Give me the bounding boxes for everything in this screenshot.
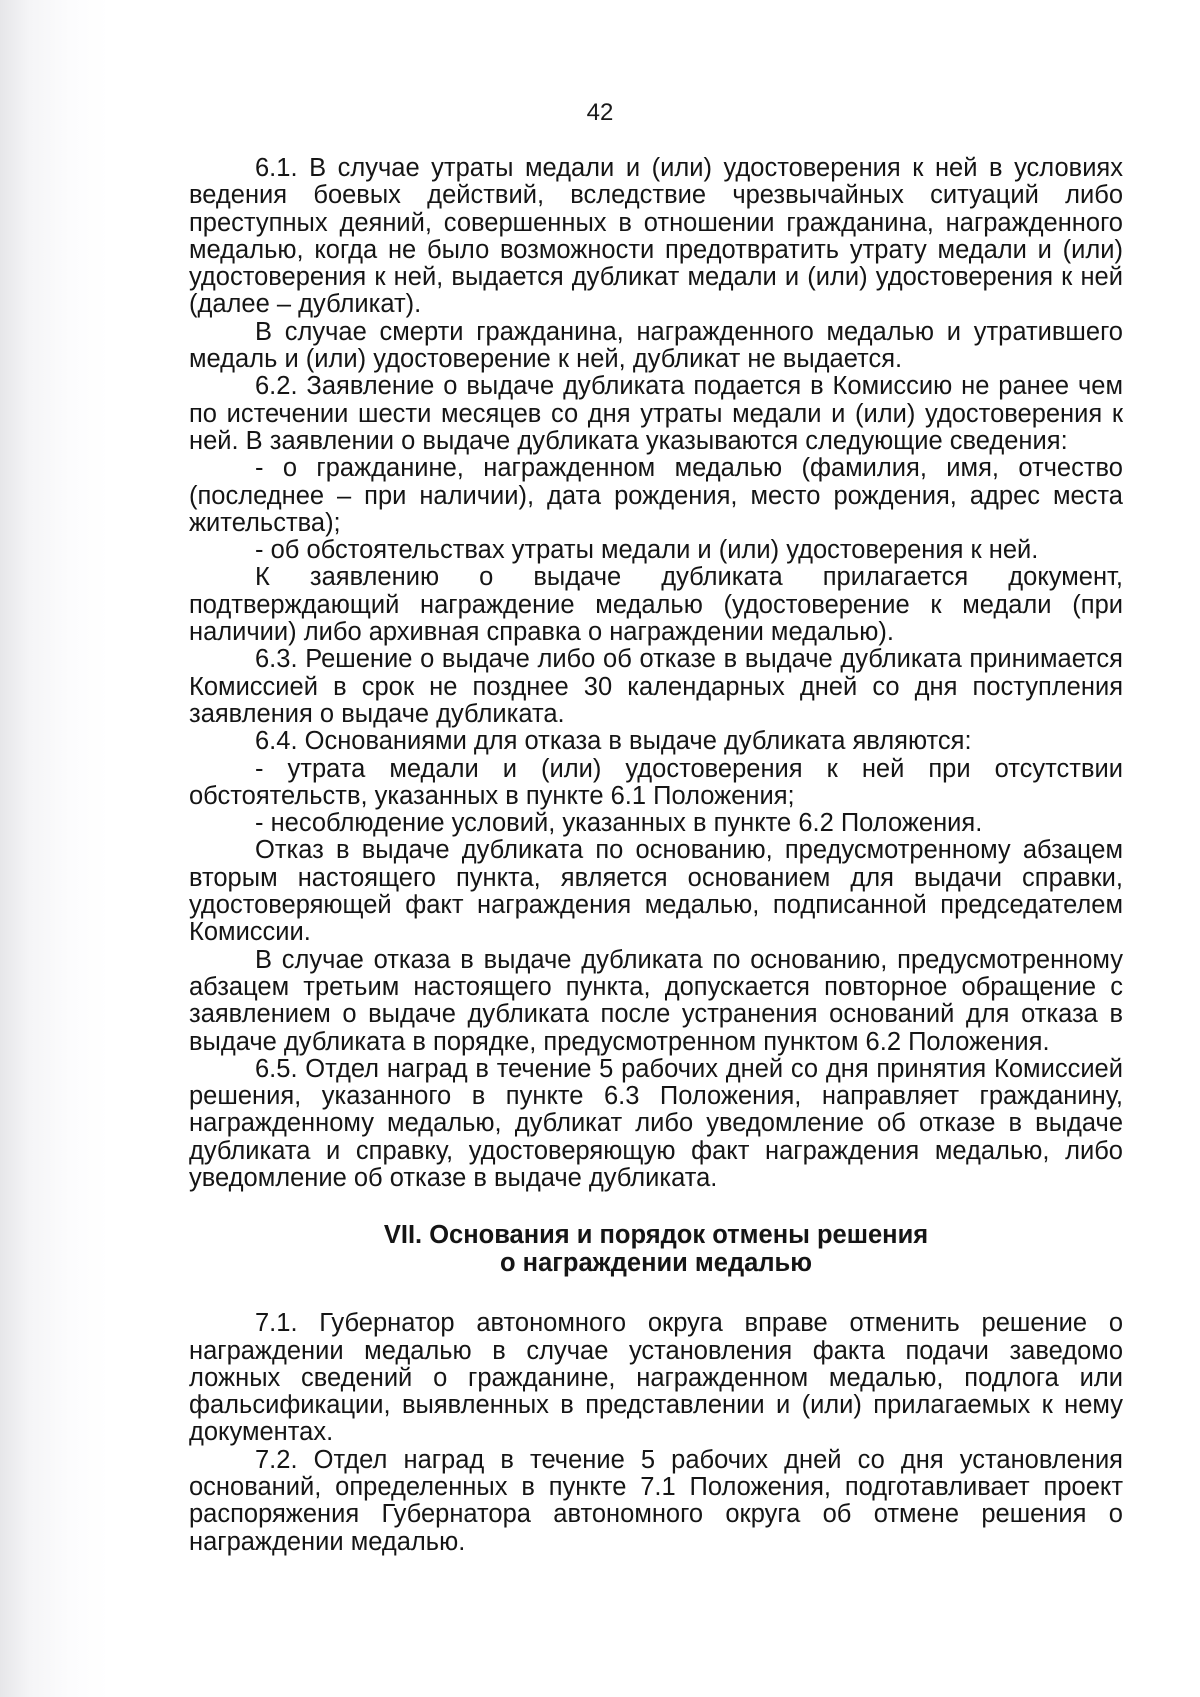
paragraph-6-3: 6.3. Решение о выдаче либо об отказе в выдаче дубликата принимается Комиссией в срок не позднее 30 календарных дней со дня поступления заявления о выдаче дубликата. — [189, 645, 1123, 728]
paragraph-attachment: К заявлению о выдаче дубликата прилагается документ, подтверждающий награждение медалью (удостоверение к медали (при наличии) либо архивная справка о награждении медалью). — [189, 563, 1123, 647]
list-item-loss-circumstances: - об обстоятельствах утраты медали и (или) удостоверения к ней. — [255, 536, 1039, 565]
paragraph-6-2: 6.2. Заявление о выдаче дубликата подается в Комиссию не ранее чем по истечении шести месяцев со дня утраты медали и (или) удостоверения к ней. В заявлении о выдаче дубликата указываются следующие сведения: — [189, 372, 1123, 455]
paragraph-7-1: 7.1. Губернатор автономного округа вправе отменить решение о награждении медалью в случае установления факта подачи заведомо ложных сведений о гражданине, награжденном медалью, подлога или фальсификации, выявленных в представлении и (или) прилагаемых к нему документах. — [189, 1309, 1123, 1447]
section-heading-line-2: о награждении медалью — [500, 1249, 812, 1278]
paragraph-repeat-application: В случае отказа в выдаче дубликата по основанию, предусмотренному абзацем третьим настоящего пункта, допускается повторное обращение с заявлением о выдаче дубликата после устранения оснований для отказа в выдаче дубликата в порядке, предусмотренном пунктом 6.2 Положения. — [189, 945, 1123, 1056]
paragraph-6-1-death: В случае смерти гражданина, награжденного медалью и утратившего медаль и (или) удостоверение к ней, дубликат не выдается. — [189, 317, 1123, 374]
section-heading-line-1: VII. Основания и порядок отмены решения — [383, 1221, 929, 1250]
section-heading-vii — [189, 1221, 1123, 1277]
paragraph-7-2: 7.2. Отдел наград в течение 5 рабочих дней со дня установления оснований, определенных в пункте 7.1 Положения, подготавливает проект распоряжения Губернатора автономного округа об отмене решения о награждении медалью. — [189, 1445, 1123, 1556]
paragraph-refusal-certificate: Отказ в выдаче дубликата по основанию, предусмотренному абзацем вторым настоящего пункта, является основанием для выдачи справки, удостоверяющей факт награждения медалью, подписанной председателем Комиссии. — [189, 836, 1123, 947]
paragraph-6-5: 6.5. Отдел наград в течение 5 рабочих дней со дня принятия Комиссией решения, указанного в пункте 6.3 Положения, направляет гражданину, награжденному медалью, дубликат либо уведомление об отказе в выдаче дубликата и справку, удостоверяющую факт награждения медалью, либо уведомление об отказе в выдаче дубликата. — [189, 1054, 1123, 1192]
paragraph-6-4: 6.4. Основаниями для отказа в выдаче дубликата являются: — [255, 727, 972, 756]
list-item-refusal-reason-2: - несоблюдение условий, указанных в пункте 6.2 Положения. — [255, 809, 983, 838]
paragraph-6-1: 6.1. В случае утраты медали и (или) удостоверения к ней в условиях ведения боевых действий, вследствие чрезвычайных ситуаций либо преступных деяний, совершенных в отношении гражданина, награжденного медалью, когда не было возможности предотвратить утрату медали и (или) удостоверения к ней, выдается дубликат медали и (или) удостоверения к ней (далее – дубликат). — [189, 154, 1123, 319]
list-item-citizen-info: - о гражданине, награжденном медалью (фамилия, имя, отчество (последнее – при наличии), дата рождения, место рождения, адрес места жительства); — [189, 454, 1123, 537]
section-7-text — [189, 1310, 1123, 1556]
list-item-refusal-reason-1: - утрата медали и (или) удостоверения к ней при отсутствии обстоятельств, указанных в пункте 6.1 Положения; — [189, 754, 1123, 810]
section-6-text — [189, 155, 1123, 1192]
document-body — [189, 155, 1123, 1556]
page-number: 42 — [586, 99, 614, 126]
